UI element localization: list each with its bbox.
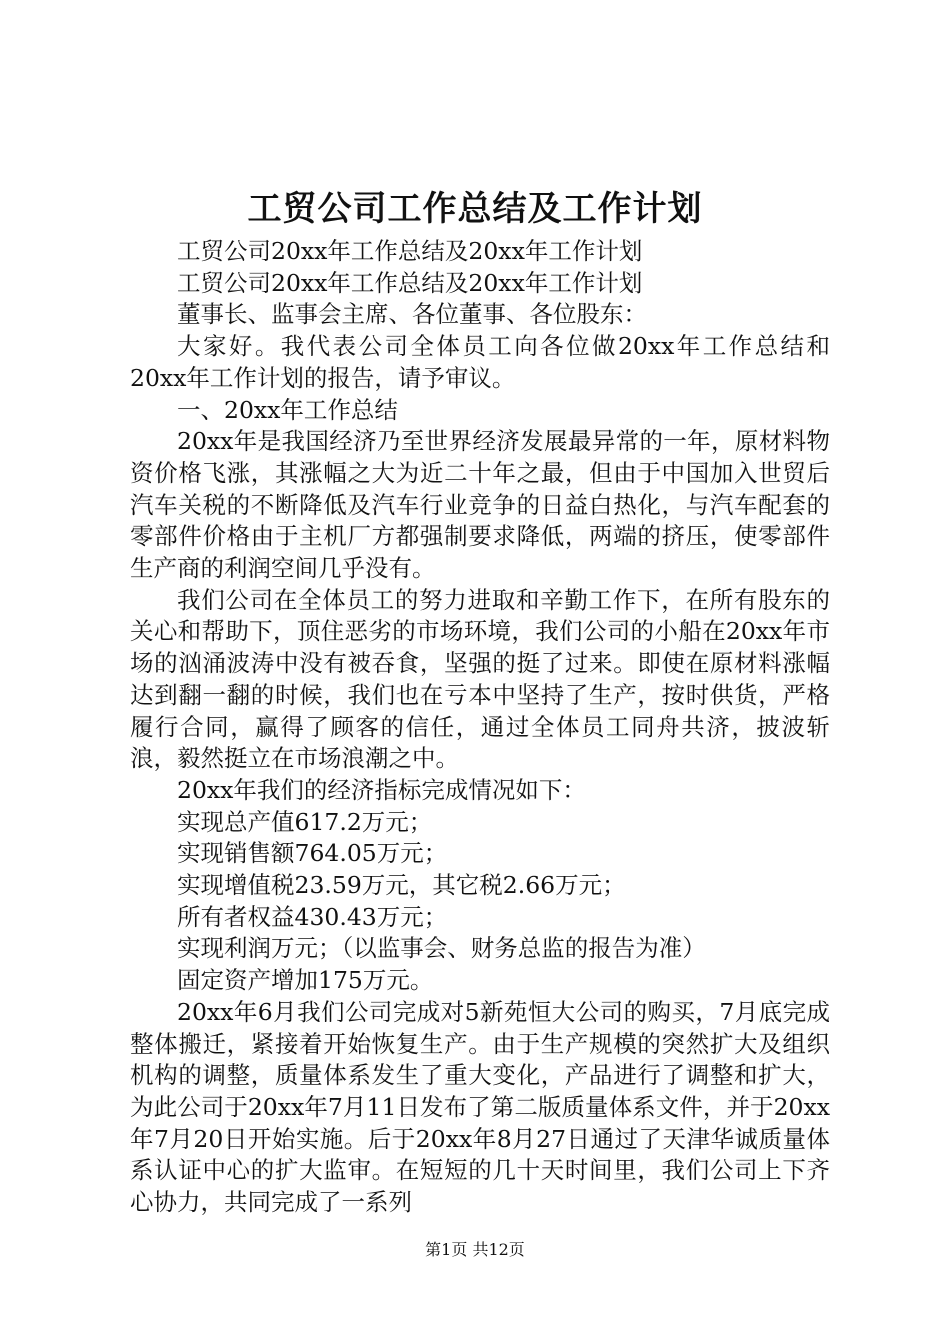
paragraph: 大家好。我代表公司全体员工向各位做20xx年工作总结和20xx年工作计划的报告，请予审议。 [130,332,830,392]
indicator-item: 所有者权益430.43万元； [177,902,448,931]
section-heading: 一、20xx年工作总结 [177,395,398,424]
document-body [130,236,830,1219]
indicator-item: 实现利润万元；（以监事会、财务总监的报告为准） [177,934,706,963]
indicator-item: 实现总产值617.2万元； [177,807,433,836]
indicator-item: 实现增值税23.59万元，其它税2.66万元； [177,871,626,900]
paragraph: 工贸公司20xx年工作总结及20xx年工作计划 [177,268,643,297]
paragraph: 董事长、监事会主席、各位董事、各位股东： [177,300,647,329]
page-footer: 第1页 共12页 [425,1240,525,1259]
paragraph: 20xx年6月我们公司完成对5新苑恒大公司的购买，7月底完成整体搬迁，紧接着开始恢复生产。由于生产规模的突然扩大及组织机构的调整，质量体系发生了重大变化，产品进行了调整和扩大，为此公司于20xx年7月11日发布了第二版质量体系文件，并于20xx年7月20日开始实施。后于20xx年8月27日通过了天津华诚质量体系认证中心的扩大监审。在短短的几十天时间里，我们公司上下齐心协力，共同完成了一系列 [130,997,830,1217]
paragraph: 20xx年是我国经济乃至世界经济发展最异常的一年，原材料物资价格飞涨，其涨幅之大为近二十年之最，但由于中国加入世贸后汽车关税的不断降低及汽车行业竞争的日益白热化，与汽车配套的零部件价格由于主机厂方都强制要求降低，两端的挤压，使零部件生产商的利润空间几乎没有。 [130,427,830,583]
indicator-item: 固定资产增加175万元。 [177,966,434,995]
paragraph: 工贸公司20xx年工作总结及20xx年工作计划 [177,237,643,265]
document-title: 工贸公司工作总结及工作计划 [247,189,703,229]
paragraph: 我们公司在全体员工的努力进取和辛勤工作下，在所有股东的关心和帮助下，顶住恶劣的市场环境，我们公司的小船在20xx年市场的汹涌波涛中没有被吞食，坚强的挺了过来。即使在原材料涨幅达到翻一翻的时候，我们也在亏本中坚持了生产，按时供货，严格履行合同，赢得了顾客的信任，通过全体员工同舟共济，披波斩浪，毅然挺立在市场浪潮之中。 [130,585,830,773]
paragraph: 20xx年我们的经济指标完成情况如下： [177,775,586,804]
indicator-item: 实现销售额764.05万元； [177,839,448,868]
